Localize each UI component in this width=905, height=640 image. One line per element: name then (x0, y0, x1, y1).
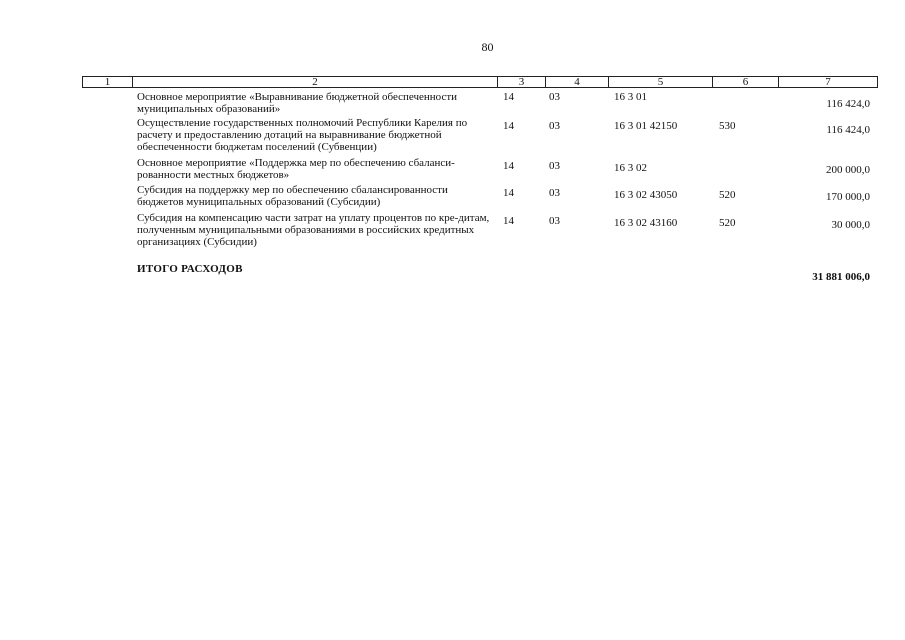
row-name: Основное мероприятие «Поддержка мер по обеспечению сбаланси-рованности местных бюджетов» (137, 157, 455, 181)
row-subsection: 03 (549, 215, 560, 227)
row-expense-type: 520 (719, 189, 736, 201)
row-name: Осуществление государственных полномочий Республики Карелия по расчету и предоставлению дотаций на выравнивание бюджетной обеспеченности бюджетам поселений (Субвенции) (137, 117, 468, 153)
row-section: 14 (503, 215, 514, 227)
row-section: 14 (503, 91, 514, 103)
row-target-code: 16 3 02 (614, 162, 647, 174)
header-col-3: 3 (498, 77, 546, 87)
header-col-5: 5 (609, 77, 713, 87)
header-col-6: 6 (713, 77, 779, 87)
row-amount: 30 000,0 (831, 219, 870, 231)
row-section: 14 (503, 160, 514, 172)
row-section: 14 (503, 187, 514, 199)
row-name: Основное мероприятие «Выравнивание бюджетной обеспеченности муниципальных образований» (137, 91, 458, 115)
row-name: Субсидия на поддержку мер по обеспечению сбалансированности бюджетов муниципальных образований (Субсидии) (137, 184, 448, 208)
row-target-code: 16 3 02 43160 (614, 217, 678, 229)
row-target-code: 16 3 01 (614, 91, 647, 103)
table-header (82, 76, 878, 88)
row-target-code: 16 3 02 43050 (614, 189, 678, 201)
header-col-1: 1 (83, 77, 133, 87)
header-col-7: 7 (825, 76, 831, 88)
row-amount: 200 000,0 (826, 164, 870, 176)
header-col-4: 4 (546, 77, 609, 87)
header-col-2: 2 (133, 77, 498, 87)
row-amount: 170 000,0 (826, 191, 870, 203)
total-label: ИТОГО РАСХОДОВ (137, 263, 243, 275)
row-amount: 116 424,0 (826, 98, 870, 110)
row-section: 14 (503, 120, 514, 132)
row-name: Субсидия на компенсацию части затрат на уплату процентов по кре-дитам, полученным муниципальными образованиями в российских кредитных организациях (Субсидии) (137, 212, 490, 248)
total-value: 31 881 006,0 (812, 271, 870, 283)
row-expense-type: 530 (719, 120, 736, 132)
row-subsection: 03 (549, 187, 560, 199)
row-amount: 116 424,0 (826, 124, 870, 136)
row-subsection: 03 (549, 160, 560, 172)
row-expense-type: 520 (719, 217, 736, 229)
row-target-code: 16 3 01 42150 (614, 120, 678, 132)
row-subsection: 03 (549, 91, 560, 103)
row-subsection: 03 (549, 120, 560, 132)
page-number: 80 (481, 40, 494, 54)
